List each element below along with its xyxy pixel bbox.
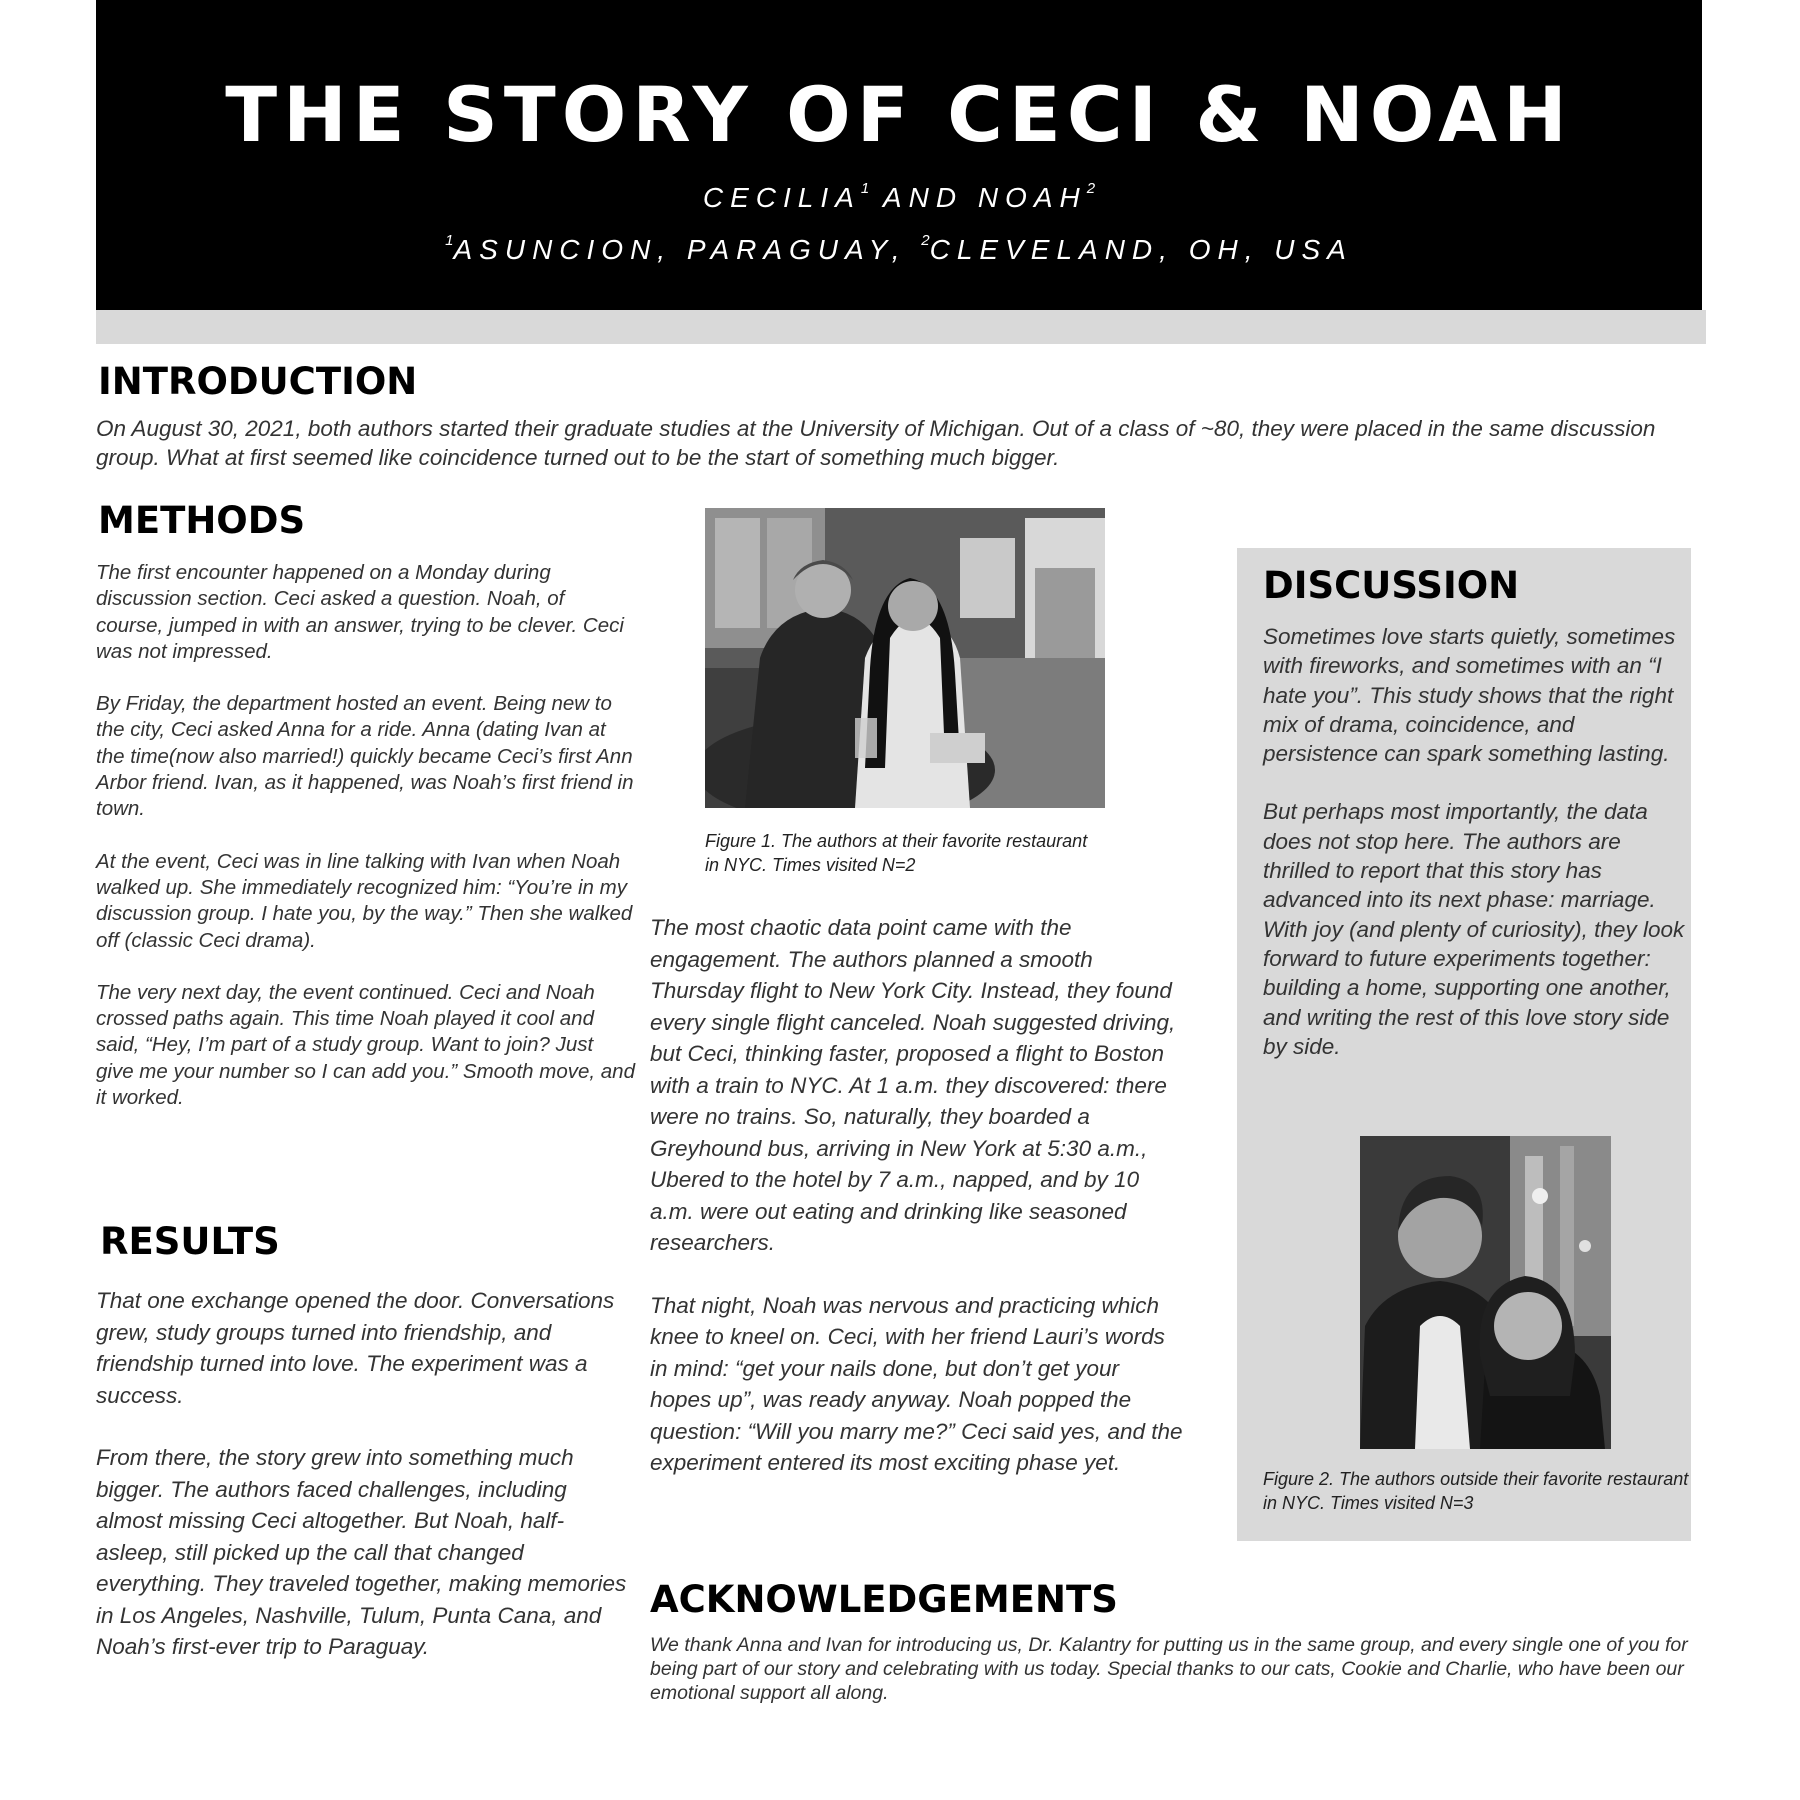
affiliation2-superscript: 2 — [921, 232, 930, 249]
methods-heading: METHODS — [98, 499, 306, 542]
poster-title: THE STORY OF CECI & NOAH — [225, 70, 1573, 159]
author-cecilia: CECILIA — [702, 182, 861, 213]
author-noah-superscript: 2 — [1086, 180, 1096, 197]
results-heading: RESULTS — [100, 1220, 280, 1263]
affiliation-asuncion: ASUNCION, PARAGUAY, — [453, 234, 922, 265]
affiliation1-superscript: 1 — [445, 232, 454, 249]
results-text — [96, 1285, 636, 1694]
figure2-caption: Figure 2. The authors outside their favorite restaurant in NYC. Times visited N=3 — [1263, 1469, 1689, 1513]
author-line — [96, 180, 1702, 216]
introduction-heading: INTRODUCTION — [98, 360, 418, 403]
poster-header — [96, 0, 1702, 310]
methods-paragraph: At the event, Ceci was in line talking with Ivan when Noah walked up. She immediately recognized him: “You’re in my discussion group. I hate you, by the way.” Then she walked off (classic Ceci drama). — [96, 849, 633, 952]
methods-paragraph: The very next day, the event continued. Ceci and Noah crossed paths again. This time Noah played it cool and said, “Hey, I’m part of a study group. Want to join? Just give me your number so I can add you.” Smooth move, and it worked. — [96, 980, 635, 1110]
figure1-caption: Figure 1. The authors at their favorite restaurant in NYC. Times visited N=2 — [705, 831, 1088, 875]
author-cecilia-superscript: 1 — [860, 180, 870, 197]
results-paragraph: That one exchange opened the door. Conversations grew, study groups turned into friendship, and friendship turned into love. The experiment was a success. — [96, 1288, 615, 1408]
discussion-heading: DISCUSSION — [1263, 564, 1520, 607]
author-conjunction: AND — [869, 182, 978, 213]
methods-paragraph: The first encounter happened on a Monday during discussion section. Ceci asked a question. Noah, of course, jumped in with an answer, trying to be clever. Ceci was not impressed. — [96, 561, 624, 663]
engagement-paragraph: That night, Noah was nervous and practicing which knee to kneel on. Ceci, with her friend Lauri’s words in mind: “get your nails done, but don’t get your hopes up”, was ready anyway. Noah popped the question: “Will you marry me?” Ceci said yes, and the experiment entered its most exciting phase yet. — [650, 1292, 1183, 1475]
affiliation-cleveland: CLEVELAND, OH, USA — [929, 234, 1353, 265]
introduction-text: On August 30, 2021, both authors started their graduate studies at the University of Michigan. Out of a class of ~80, they were placed in the same discussion group. What at first seemed like coincidence turned out to be the start of something much bigger. — [96, 416, 1656, 470]
discussion-text — [1263, 622, 1688, 1090]
figure1-photo — [705, 508, 1105, 808]
figure2-photo — [1360, 1136, 1611, 1449]
author-noah: NOAH — [977, 182, 1087, 213]
acknowledgements-text: We thank Anna and Ivan for introducing us, Dr. Kalantry for putting us in the same group, and every single one of you for being part of our story and celebrating with us today. Special thanks to our cats, Cookie and Charlie, who have been our emotional support all along. — [650, 1634, 1688, 1704]
affiliation-line — [96, 232, 1702, 268]
acknowledgements-heading: ACKNOWLEDGEMENTS — [650, 1578, 1118, 1621]
discussion-paragraph: But perhaps most importantly, the data does not stop here. The authors are thrilled to report that this story has advanced into its next phase: marriage. With joy (and plenty of curiosity), they look forward to future experiments together: building a home, supporting one another, and writing the rest of this love story side by side. — [1263, 799, 1685, 1059]
engagement-paragraph: The most chaotic data point came with the engagement. The authors planned a smooth Thursday flight to New York City. Instead, they found every single flight canceled. Noah suggested driving, but Ceci, thinking faster, proposed a flight to Boston with a train to NYC. At 1 a.m. they discovered: there were no trains. So, naturally, they boarded a Greyhound bus, arriving in New York at 5:30 a.m., Ubered to the hotel by 7 a.m., napped, and by 10 a.m. were out eating and drinking like seasoned researchers. — [650, 915, 1176, 1255]
discussion-paragraph: Sometimes love starts quietly, sometimes with fireworks, and sometimes with an “I hate you”. This study shows that the right mix of drama, coincidence, and persistence can spark something lasting. — [1263, 624, 1676, 767]
results-paragraph: From there, the story grew into something much bigger. The authors faced challenges, including almost missing Ceci altogether. But Noah, half-asleep, still picked up the call that changed everything. They traveled together, making memories in Los Angeles, Nashville, Tulum, Punta Cana, and Noah’s first-ever trip to Paraguay. — [96, 1445, 627, 1659]
header-divider-bar — [96, 310, 1706, 344]
methods-paragraph: By Friday, the department hosted an event. Being new to the city, Ceci asked Anna for a ride. Anna (dating Ivan at the time(now also married!) quickly became Ceci’s first Ann Arbor friend. Ivan, as it happened, was Noah’s first friend in town. — [96, 692, 634, 821]
methods-text — [96, 560, 636, 1137]
engagement-text — [650, 912, 1185, 1510]
